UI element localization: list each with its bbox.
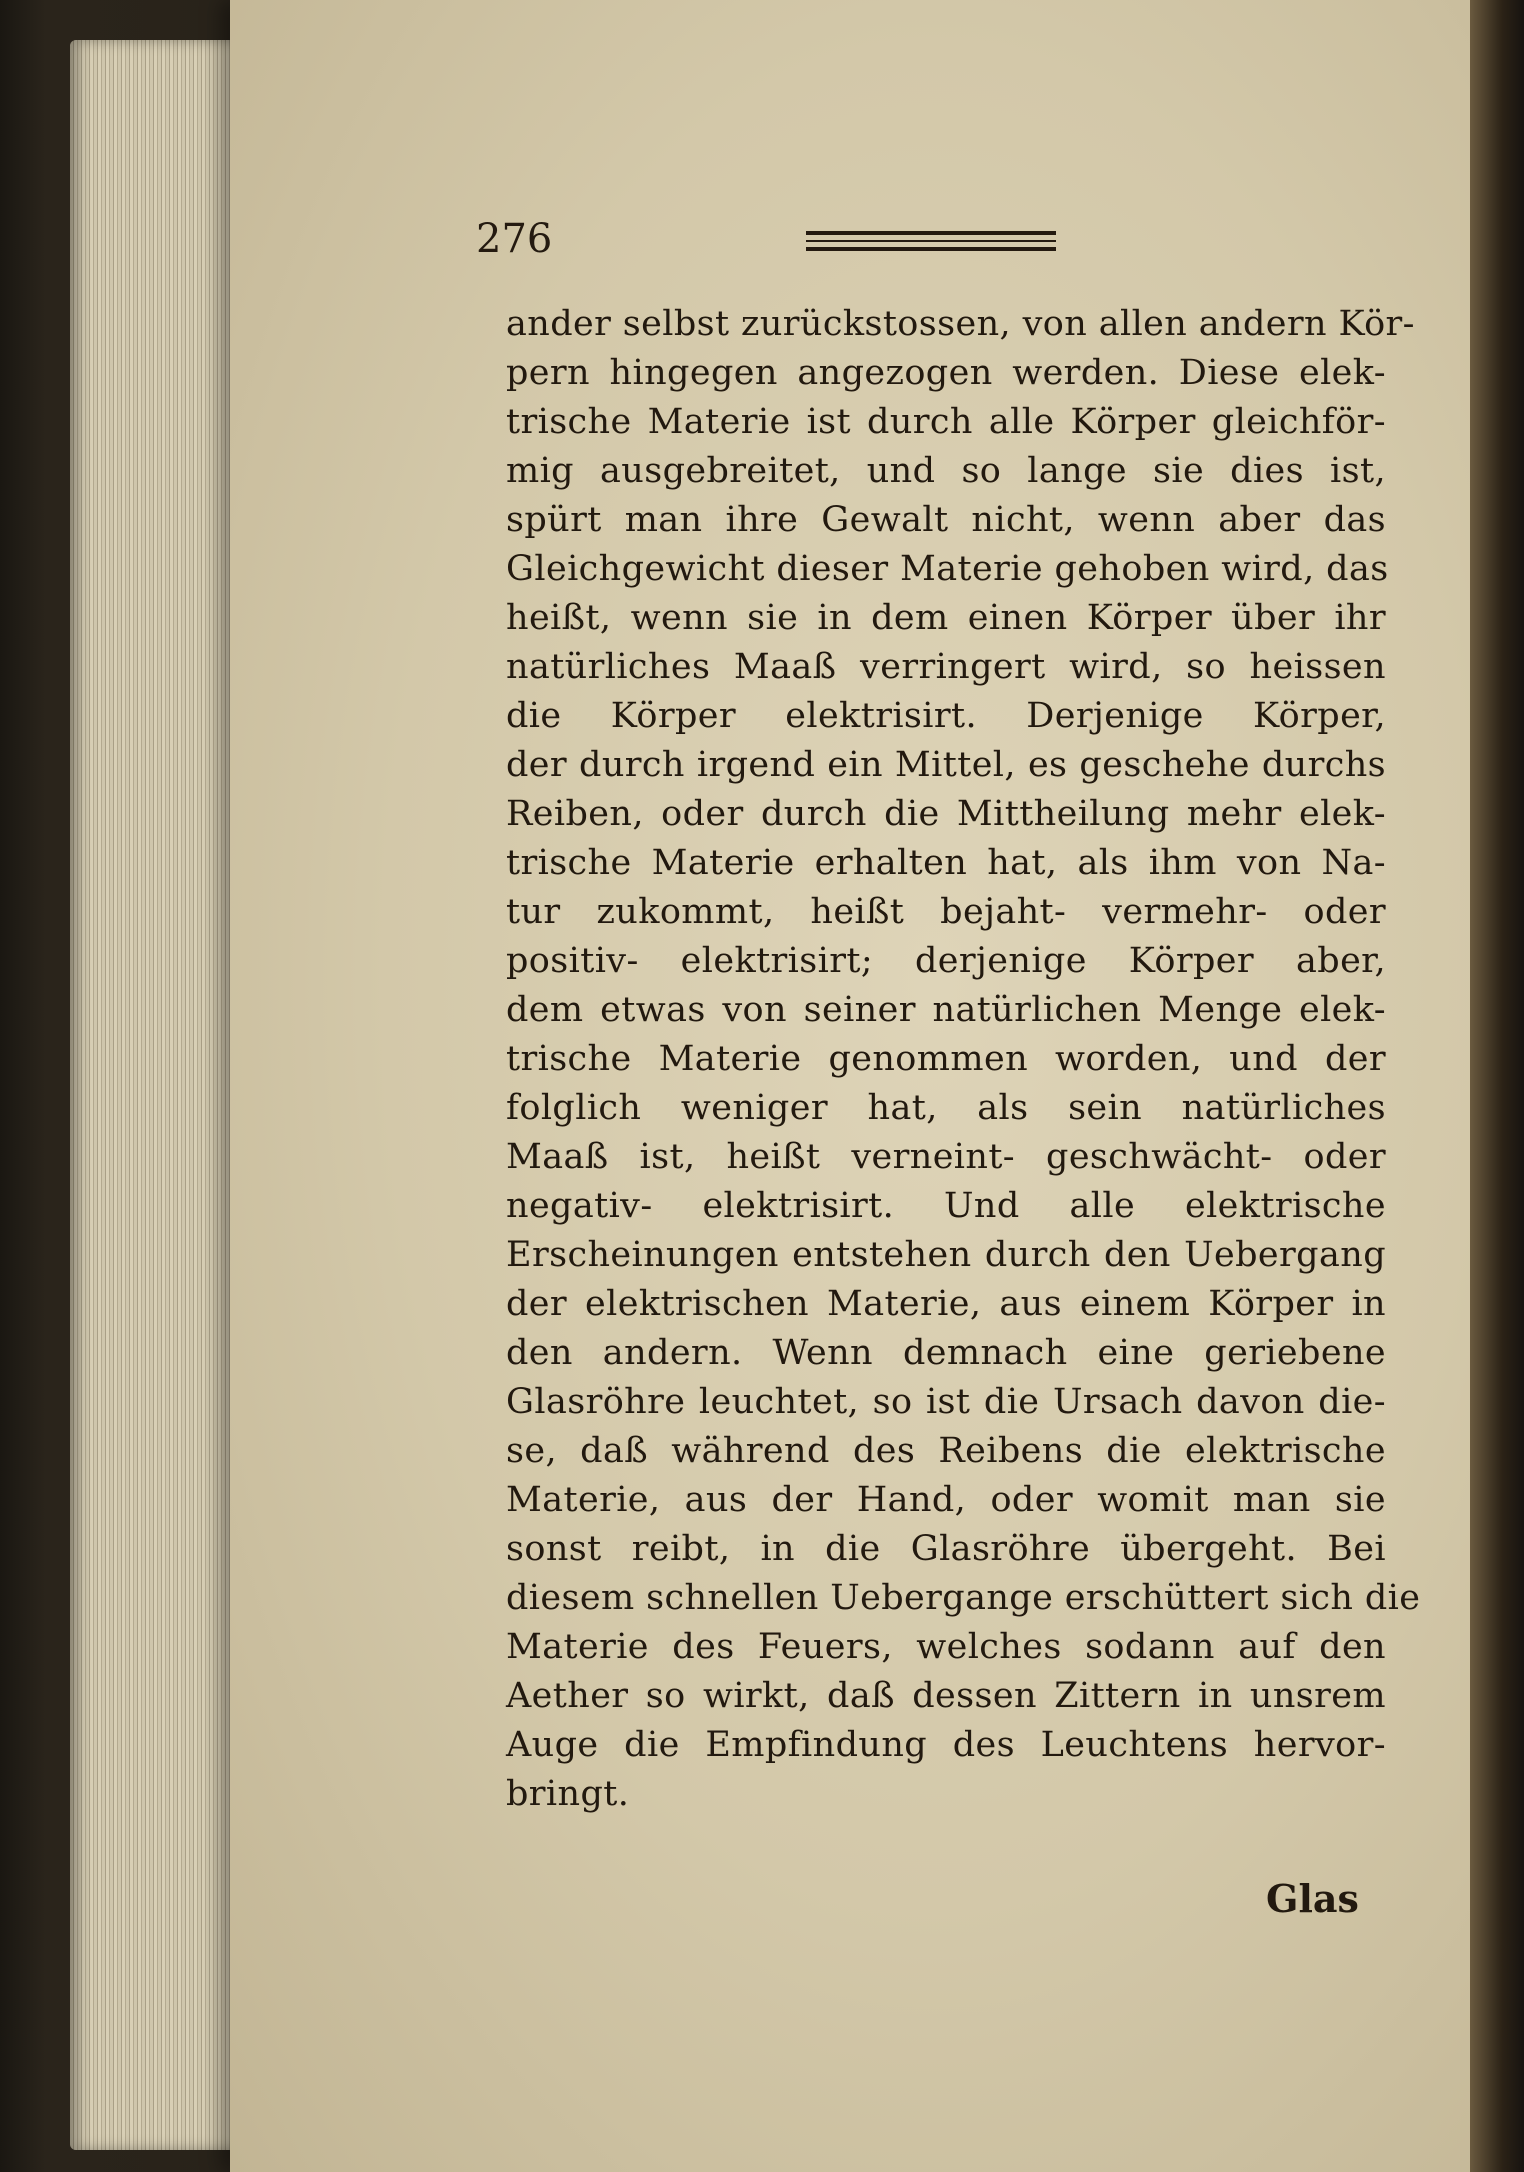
header-rule <box>806 240 1056 242</box>
text-line: mig ausgebreitet, und so lange sie dies ist, <box>506 451 1386 491</box>
text-line: Gleichgewicht dieser Materie gehoben wird, das <box>506 549 1389 589</box>
text-line: Materie des Feuers, welches sodann auf den <box>506 1627 1386 1667</box>
text-line: Maaß ist, heißt verneint- geschwächt- oder <box>506 1137 1386 1177</box>
text-line: Erscheinungen entstehen durch den Uebergang <box>506 1235 1386 1275</box>
text-line: sonst reibt, in die Glasröhre übergeht. Bei <box>506 1529 1386 1569</box>
text-line: Auge die Empfindung des Leuchtens hervor- <box>506 1725 1386 1765</box>
body-text <box>506 300 1421 1819</box>
text-line: se, daß während des Reibens die elektrische <box>506 1431 1386 1471</box>
text-line: trische Materie erhalten hat, als ihm von Na- <box>506 843 1386 883</box>
text-line: trische Materie genommen worden, und der <box>506 1039 1386 1079</box>
text-line: ander selbst zurückstossen, von allen andern Kör- <box>506 304 1415 344</box>
text-line: folglich weniger hat, als sein natürliches <box>506 1088 1386 1128</box>
text-line: negativ- elektrisirt. Und alle elektrische <box>506 1186 1386 1226</box>
text-line: den andern. Wenn demnach eine geriebene <box>506 1333 1386 1373</box>
text-line: tur zukommt, heißt bejaht- vermehr- oder <box>506 892 1386 932</box>
text-line: Materie, aus der Hand, oder womit man sie <box>506 1480 1386 1520</box>
page-header <box>476 216 1066 266</box>
catchword: Glas <box>1266 1876 1359 1921</box>
text-line: der durch irgend ein Mittel, es geschehe durchs <box>506 745 1386 785</box>
header-rule <box>806 247 1056 251</box>
text-line: Glasröhre leuchtet, so ist die Ursach davon die- <box>506 1382 1386 1422</box>
text-line: diesem schnellen Uebergange erschüttert sich die <box>506 1578 1421 1618</box>
header-rule <box>806 231 1056 235</box>
text-line: Reiben, oder durch die Mittheilung mehr elek- <box>506 794 1386 834</box>
page-number: 276 <box>476 216 553 262</box>
text-line: die Körper elektrisirt. Derjenige Körper, <box>506 696 1386 736</box>
text-line: positiv- elektrisirt; derjenige Körper aber, <box>506 941 1386 981</box>
right-page-shadow <box>1470 0 1524 2172</box>
text-line: natürliches Maaß verringert wird, so heissen <box>506 647 1386 687</box>
text-line: heißt, wenn sie in dem einen Körper über ihr <box>506 598 1386 638</box>
text-line: der elektrischen Materie, aus einem Körper in <box>506 1284 1386 1324</box>
text-line: dem etwas von seiner natürlichen Menge elek- <box>506 990 1386 1030</box>
text-line: trische Materie ist durch alle Körper gleichför- <box>506 402 1386 442</box>
text-line: Aether so wirkt, daß dessen Zittern in unsrem <box>506 1676 1386 1716</box>
text-line: bringt. <box>506 1774 630 1814</box>
text-line: spürt man ihre Gewalt nicht, wenn aber das <box>506 500 1386 540</box>
text-line: pern hingegen angezogen werden. Diese elek- <box>506 353 1386 393</box>
